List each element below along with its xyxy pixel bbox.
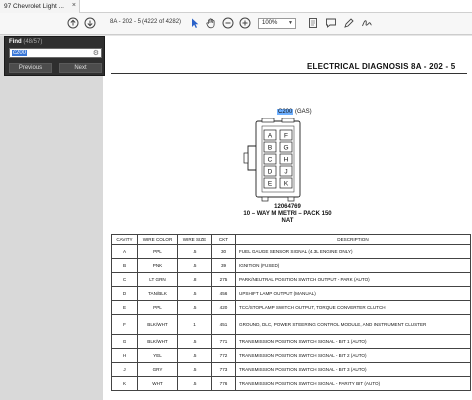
select-tool-button[interactable] xyxy=(188,16,202,30)
search-highlight: C200 xyxy=(278,109,293,115)
col-wire-color: WIRE COLOR xyxy=(138,235,178,245)
pins-right-column xyxy=(280,130,292,188)
cell-wire-size: .5 xyxy=(178,363,212,377)
hand-tool-button[interactable] xyxy=(204,16,218,30)
cell-wire-color: WHT xyxy=(138,377,178,391)
cell-wire-size: 1 xyxy=(178,315,212,335)
highlight-button[interactable] xyxy=(342,16,356,30)
find-input-value: c200 xyxy=(13,50,27,56)
table-row xyxy=(112,301,471,315)
tab-title: 97 Chevrolet Light ... xyxy=(4,3,64,10)
connector-latch xyxy=(248,146,256,170)
connector-post-right xyxy=(288,197,294,201)
cell-description: FUEL GAUGE SENSOR SIGNAL (4.3L ENGINE ONLY) xyxy=(236,245,471,259)
table-header-row xyxy=(112,235,471,245)
find-previous-button[interactable]: Previous xyxy=(9,63,52,73)
comment-button[interactable] xyxy=(324,16,338,30)
cell-description: TRANSMISSION POSITION SWITCH SIGNAL - BIT 3 (AUTO) xyxy=(236,363,471,377)
pin-label: J xyxy=(284,168,288,176)
signature-icon xyxy=(361,17,373,29)
find-panel xyxy=(4,36,105,76)
pin-label: H xyxy=(283,156,289,164)
cursor-arrow-icon xyxy=(189,17,201,29)
toolbar xyxy=(0,13,472,35)
table-row xyxy=(112,335,471,349)
connector-tab-right xyxy=(282,118,294,122)
page-number-field[interactable]: 8A - 202 - 5 xyxy=(110,19,142,25)
cell-wire-color: BLK/WHT xyxy=(138,335,178,349)
arrow-up-circle-icon xyxy=(67,17,79,29)
table-row xyxy=(112,273,471,287)
cell-ckt: 275 xyxy=(212,273,236,287)
cell-ckt: 772 xyxy=(212,349,236,363)
cell-cavity: B xyxy=(112,259,138,273)
cavity-table-body xyxy=(112,245,471,391)
header-divider xyxy=(111,73,467,74)
latch-lock xyxy=(244,153,248,163)
pin-label: G xyxy=(283,144,289,152)
connector-color: NAT xyxy=(281,218,294,224)
sign-button[interactable] xyxy=(360,16,374,30)
page-header-title: ELECTRICAL DIAGNOSIS 8A - 202 - 5 xyxy=(307,62,456,71)
table-row xyxy=(112,377,471,391)
cell-description: PARK/NEUTRAL POSITION SWITCH OUTPUT - PARK (AUTO) xyxy=(236,273,471,287)
zoom-value: 100% xyxy=(262,20,278,26)
pin-label: D xyxy=(267,168,273,176)
find-input[interactable] xyxy=(9,48,102,58)
page-count: (4222 of 4282) xyxy=(142,19,182,25)
zoom-select[interactable] xyxy=(258,18,296,29)
cell-cavity: D xyxy=(112,287,138,301)
cell-description: TRANSMISSION POSITION SWITCH SIGNAL - BIT 2 (AUTO) xyxy=(236,349,471,363)
cell-wire-size: .5 xyxy=(178,245,212,259)
cell-cavity: G xyxy=(112,335,138,349)
plus-circle-icon xyxy=(239,17,251,29)
pin-label: C xyxy=(267,156,273,164)
cell-ckt: 776 xyxy=(212,377,236,391)
table-row xyxy=(112,245,471,259)
cell-ckt: 39 xyxy=(212,259,236,273)
next-page-button[interactable] xyxy=(83,16,97,30)
left-margin xyxy=(0,36,103,400)
cell-wire-size: .5 xyxy=(178,259,212,273)
cell-ckt: 771 xyxy=(212,335,236,349)
table-row xyxy=(112,349,471,363)
title-bar xyxy=(0,0,472,13)
cell-wire-size: .5 xyxy=(178,287,212,301)
cell-wire-color: BLK/WHT xyxy=(138,315,178,335)
find-label: Find xyxy=(9,39,22,45)
pin-label: F xyxy=(284,132,288,140)
connector-label xyxy=(277,109,312,115)
hand-icon xyxy=(205,17,217,29)
cell-wire-size: .8 xyxy=(178,273,212,287)
pins-left-column xyxy=(264,130,276,188)
cell-description: TRANSMISSION POSITION SWITCH SIGNAL - BIT 1 (AUTO) xyxy=(236,335,471,349)
cell-description: IGNITION (FUSED) xyxy=(236,259,471,273)
table-row xyxy=(112,287,471,301)
cell-description: UPSHIFT LAMP OUTPUT (MANUAL) xyxy=(236,287,471,301)
gear-icon[interactable]: ⚙ xyxy=(92,50,99,57)
cell-wire-color: PPL xyxy=(138,245,178,259)
cell-ckt: 30 xyxy=(212,245,236,259)
fit-page-button[interactable] xyxy=(306,16,320,30)
cell-cavity: F xyxy=(112,315,138,335)
cell-cavity: H xyxy=(112,349,138,363)
chevron-down-icon: ▼ xyxy=(288,20,293,26)
connector-post-left xyxy=(262,197,268,201)
cell-wire-color: PNK xyxy=(138,259,178,273)
cell-cavity: E xyxy=(112,301,138,315)
cell-cavity: K xyxy=(112,377,138,391)
table-row xyxy=(112,363,471,377)
cell-wire-color: PPL xyxy=(138,301,178,315)
pdf-page xyxy=(103,36,472,400)
col-cavity: CAVITY xyxy=(112,235,138,245)
table-row xyxy=(112,315,471,335)
find-title xyxy=(9,39,42,45)
cell-cavity: C xyxy=(112,273,138,287)
pen-icon xyxy=(343,17,355,29)
find-match-count: (48/57) xyxy=(23,39,43,45)
document-tab[interactable] xyxy=(0,0,80,13)
arrow-down-circle-icon xyxy=(84,17,96,29)
cavity-table xyxy=(111,234,471,391)
cell-ckt: 773 xyxy=(212,363,236,377)
table-row xyxy=(112,259,471,273)
zoom-out-button[interactable] xyxy=(221,16,235,30)
col-description: DESCRIPTION xyxy=(236,235,471,245)
pin-label: A xyxy=(267,132,273,140)
cell-cavity: A xyxy=(112,245,138,259)
col-ckt: CKT xyxy=(212,235,236,245)
connector-diagram xyxy=(242,118,312,202)
cell-wire-size: .5 xyxy=(178,377,212,391)
cell-description: GROUND, DLC, POWER STEERING CONTROL MODULE, AND INSTRUMENT CLUSTER xyxy=(236,315,471,335)
cell-wire-size: .5 xyxy=(178,335,212,349)
pin-label: B xyxy=(267,144,273,152)
cell-ckt: 456 xyxy=(212,287,236,301)
cell-description: TRANSMISSION POSITION SWITCH SIGNAL - PARITY BIT (AUTO) xyxy=(236,377,471,391)
find-next-button[interactable]: Next xyxy=(59,63,102,73)
cell-description: TCC/STOPLAMP SWITCH OUTPUT, TORQUE CONVERTER CLUTCH xyxy=(236,301,471,315)
cell-wire-color: GRY xyxy=(138,363,178,377)
cell-wire-size: .5 xyxy=(178,301,212,315)
connector-suffix: (GAS) xyxy=(293,109,312,115)
pin-label: K xyxy=(283,180,289,188)
close-tab-icon[interactable]: × xyxy=(71,2,76,9)
connector-tab-left xyxy=(262,118,274,122)
prev-page-button[interactable] xyxy=(66,16,80,30)
col-wire-size: WIRE SIZE xyxy=(178,235,212,245)
cell-wire-size: .5 xyxy=(178,349,212,363)
comment-icon xyxy=(325,17,337,29)
fit-page-icon xyxy=(307,17,319,29)
connector-housing xyxy=(256,121,300,197)
cell-ckt: 451 xyxy=(212,315,236,335)
pin-label: E xyxy=(267,180,273,188)
minus-circle-icon xyxy=(222,17,234,29)
cell-wire-color: TAN/BLK xyxy=(138,287,178,301)
connector-description: 10 – WAY M METRI – PACK 150 xyxy=(243,211,332,217)
connector-part-number: 12064769 xyxy=(274,204,301,210)
cell-wire-color: YEL xyxy=(138,349,178,363)
cell-ckt: 420 xyxy=(212,301,236,315)
zoom-in-button[interactable] xyxy=(238,16,252,30)
cell-wire-color: LT GRN xyxy=(138,273,178,287)
cell-cavity: J xyxy=(112,363,138,377)
